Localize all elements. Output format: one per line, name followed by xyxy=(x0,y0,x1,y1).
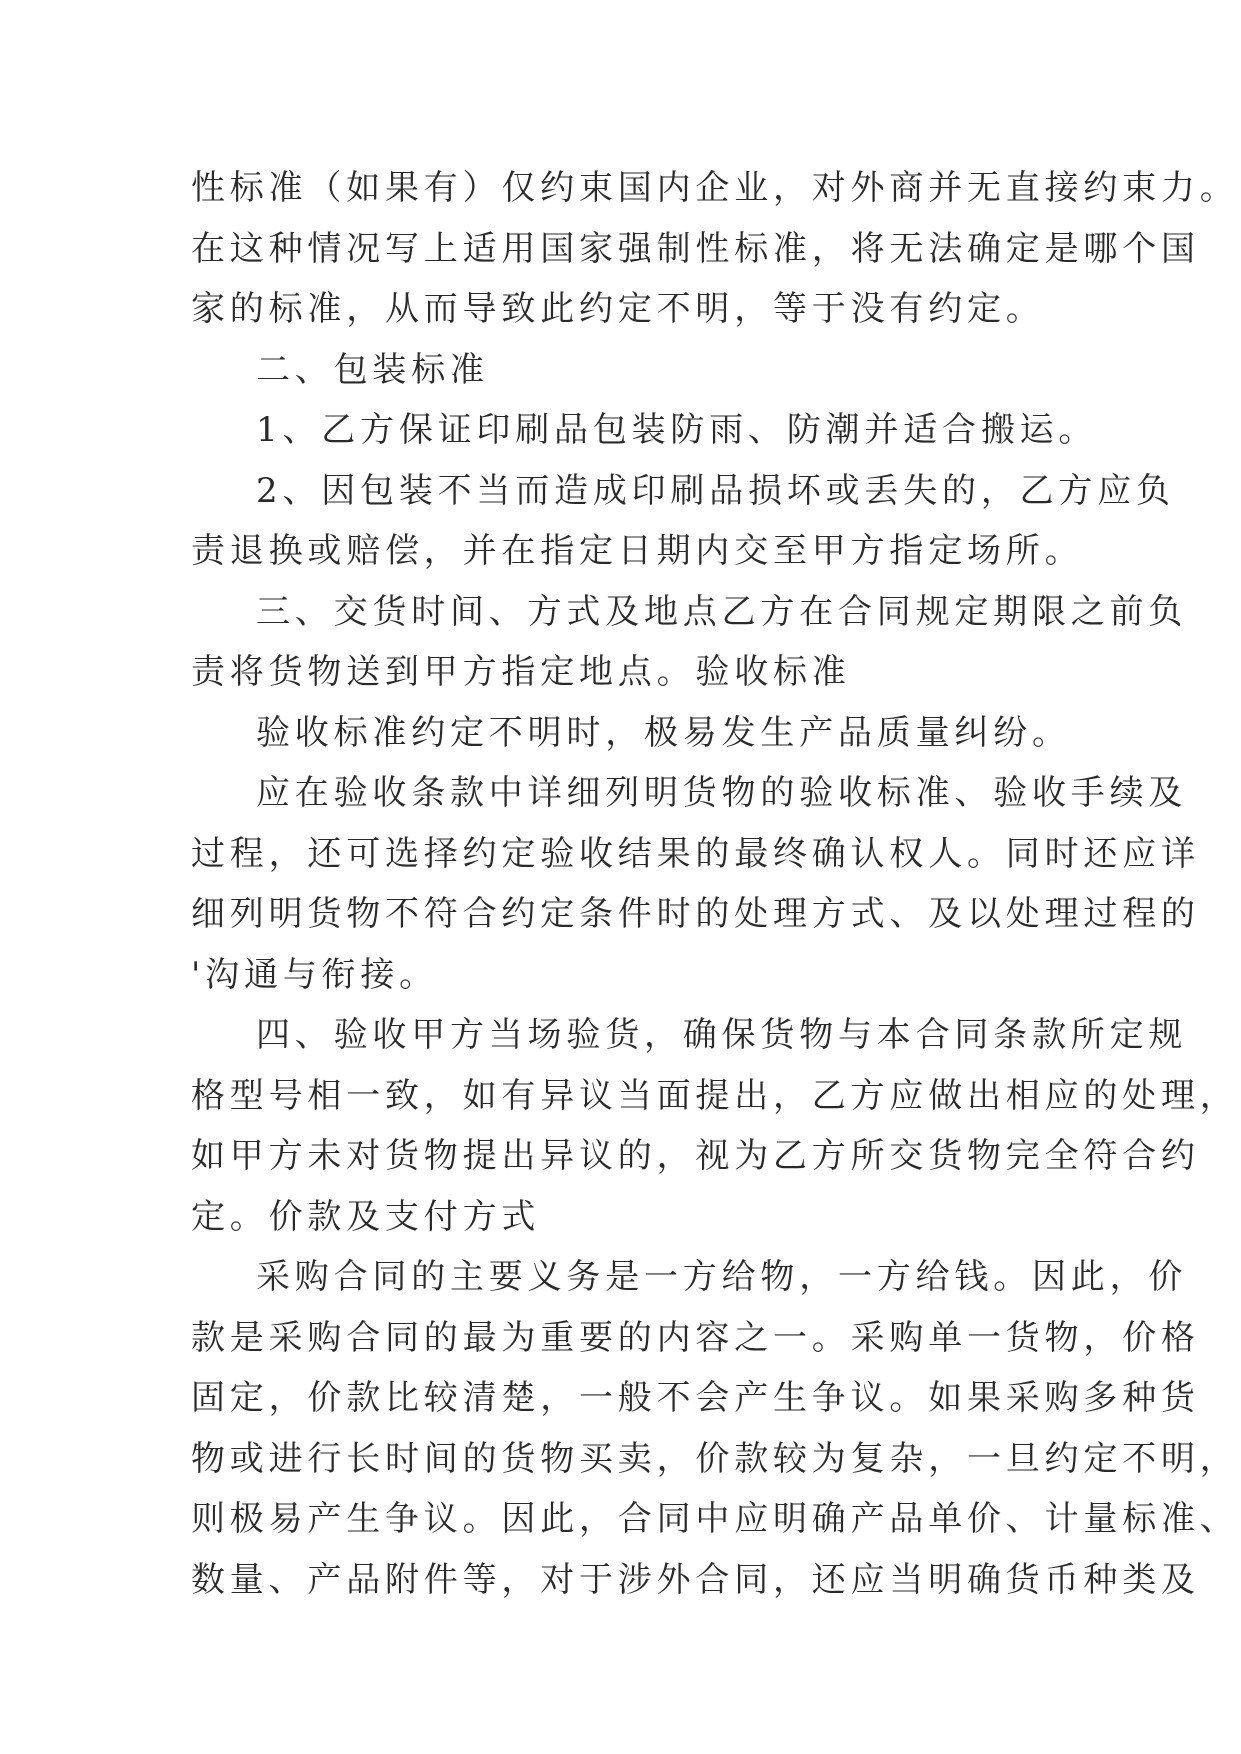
text-line: 格型号相一致，如有异议当面提出，乙方应做出相应的处理， xyxy=(191,1075,1239,1116)
text-line: 家的标准，从而导致此约定不明，等于没有约定。 xyxy=(191,289,1045,329)
text-line: 如甲方未对货物提出异议的，视为乙方所交货物完全符合约 xyxy=(191,1136,1200,1176)
text-line: 定。价款及支付方式 xyxy=(191,1196,541,1237)
text-line: 责退换或赔偿，并在指定日期内交至甲方指定场所。 xyxy=(191,531,1084,571)
text-line: 过程，还可选择约定验收结果的最终确认权人。同时还应详 xyxy=(191,833,1200,874)
text-line: 验收标准约定不明时，极易发生产品质量纠纷。 xyxy=(256,712,1071,753)
text-line: 款是采购合同的最为重要的内容之一。采购单一货物，价格 xyxy=(191,1317,1200,1358)
text-line: 性标准（如果有）仅约束国内企业，对外商并无直接约束力。 xyxy=(191,168,1239,208)
section-heading-packaging: 二、包装标准 xyxy=(256,349,489,390)
text-line: 应在验收条款中详细列明货物的验收标准、验收手续及 xyxy=(256,773,1188,813)
text-line: '沟通与衔接。 xyxy=(191,954,438,995)
text-line: 在这种情况写上适用国家强制性标准，将无法确定是哪个国 xyxy=(191,228,1200,269)
text-line: 数量、产品附件等，对于涉外合同，还应当明确货币种类及 xyxy=(191,1559,1200,1600)
text-line: 四、验收甲方当场验货，确保货物与本合同条款所定规 xyxy=(256,1015,1188,1055)
text-line: 三、交货时间、方式及地点乙方在合同规定期限之前负 xyxy=(256,591,1188,632)
text-line: 固定，价款比较清楚，一般不会产生争议。如果采购多种货 xyxy=(191,1378,1200,1418)
text-line: 物或进行长时间的货物买卖，价款较为复杂，一旦约定不明， xyxy=(191,1438,1239,1479)
text-line: 采购合同的主要义务是一方给物，一方给钱。因此，价 xyxy=(256,1257,1188,1297)
document-page xyxy=(191,158,1239,1610)
text-line: 2、因包装不当而造成印刷品损坏或丢失的，乙方应负 xyxy=(256,470,1175,511)
text-line: 细列明货物不符合约定条件时的处理方式、及以处理过程的 xyxy=(191,894,1200,934)
text-line: 责将货物送到甲方指定地点。验收标准 xyxy=(191,652,851,692)
text-line: 则极易产生争议。因此，合同中应明确产品单价、计量标准、 xyxy=(191,1499,1239,1539)
text-line: 1、乙方保证印刷品包装防雨、防潮并适合搬运。 xyxy=(256,410,1098,450)
